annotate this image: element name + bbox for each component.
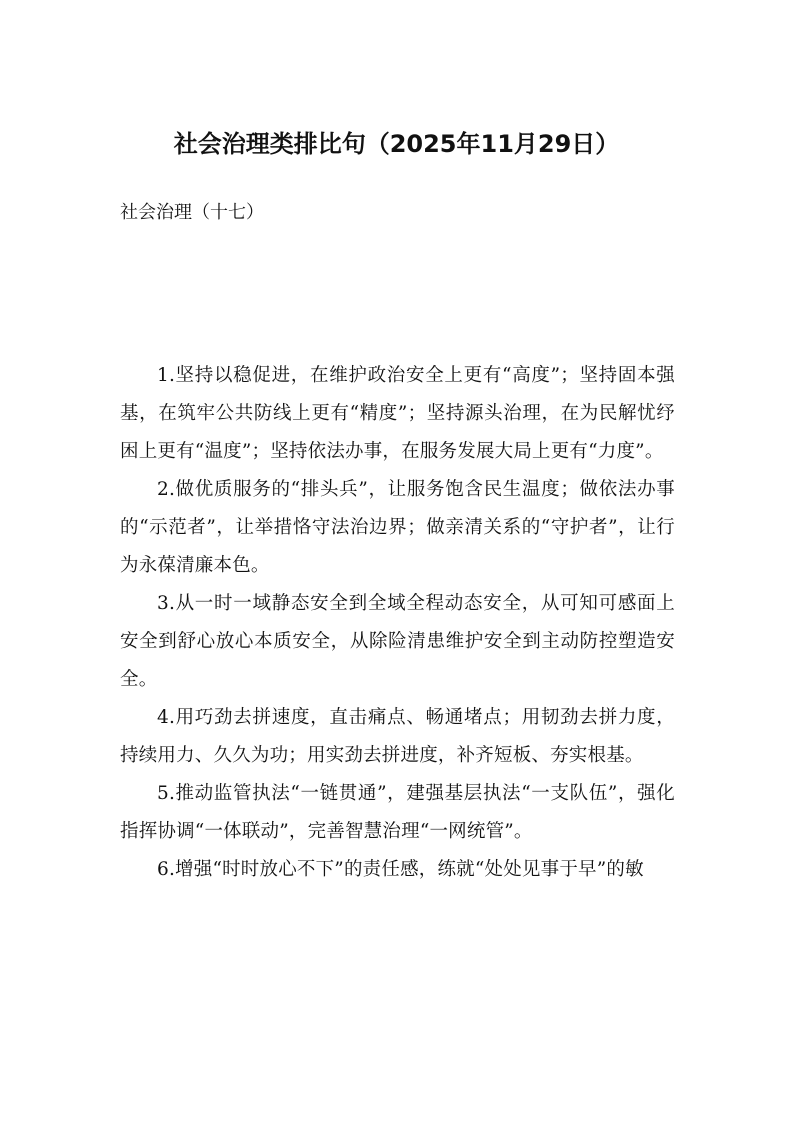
paragraph-3: 3.从一时一域静态安全到全域全程动态安全，从可知可感面上安全到舒心放心本质安全，从除险清患维护安全到主动防控塑造安全。 [120,593,675,690]
document-title: 社会治理类排比句（2025年11月29日） [173,130,620,158]
paragraph-6: 6.增强“时时放心不下”的责任感，练就“处处见事于早”的敏 [157,859,644,880]
paragraph-5: 5.推动监管执法“一链贯通”，建强基层执法“一支队伍”，强化指挥协调“一体联动”，完善智慧治理“一网统管”。 [120,783,675,842]
document-subtitle: 社会治理（十七） [120,202,264,223]
document-body [120,357,675,889]
paragraph-2: 2.做优质服务的“排头兵”，让服务饱含民生温度；做依法办事的“示范者”，让举措恪守法治边界；做亲清关系的“守护者”，让行为永葆清廉本色。 [120,479,675,576]
paragraph-4: 4.用巧劲去拼速度，直击痛点、畅通堵点；用韧劲去拼力度，持续用力、久久为功；用实劲去拼进度，补齐短板、夯实根基。 [120,707,675,766]
paragraph-1: 1.坚持以稳促进，在维护政治安全上更有“高度”；坚持固本强基，在筑牢公共防线上更有“精度”；坚持源头治理，在为民解忧纾困上更有“温度”；坚持依法办事，在服务发展大局上更有“力度”。 [120,365,675,462]
